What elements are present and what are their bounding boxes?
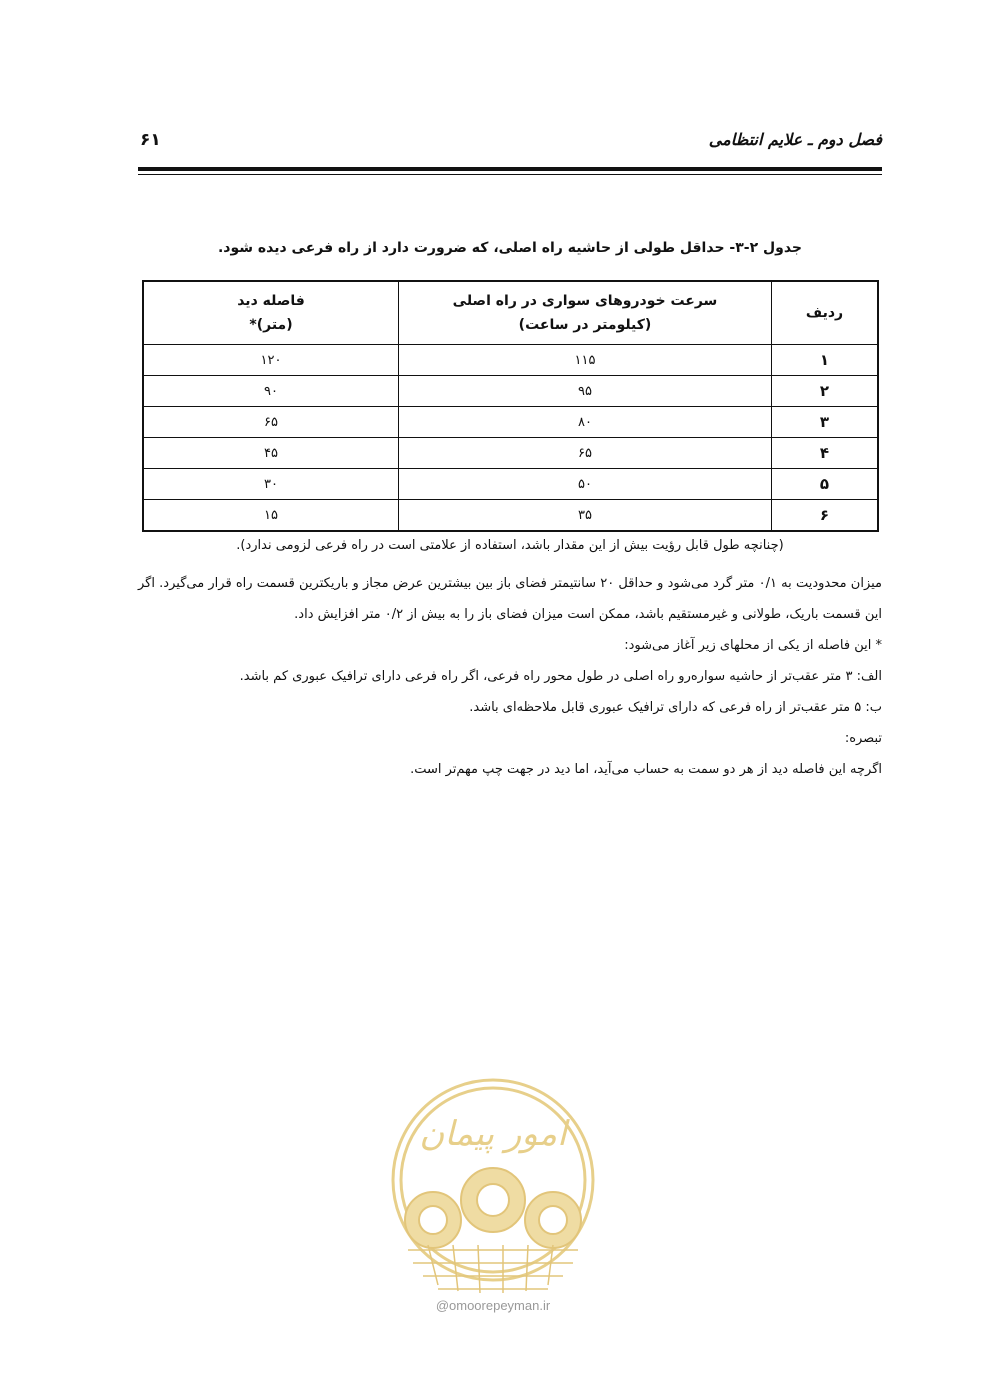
distance-cell: ۴۵ [143, 438, 399, 469]
row-number: ۱ [772, 345, 879, 376]
footnote: * این فاصله از یکی از محلهای زیر آغاز می‌شود: [624, 638, 882, 653]
table-row [143, 500, 878, 532]
table-caption: جدول ۲-۳- حداقل طولی از حاشیه راه اصلی، که ضرورت دارد از راه فرعی دیده شود. [217, 240, 803, 256]
header-rule-thin [138, 174, 882, 175]
sight-distance-table [142, 280, 879, 532]
header-distance-line2: (متر)* [249, 317, 293, 333]
row-number: ۵ [772, 469, 879, 500]
speed-cell: ۹۵ [399, 376, 772, 407]
header-row-number: ردیف [772, 281, 879, 345]
table-row [143, 376, 878, 407]
remark-label: تبصره: [844, 731, 882, 746]
row-number: ۲ [772, 376, 879, 407]
distance-cell: ۱۵ [143, 500, 399, 532]
table-header-row [143, 281, 878, 345]
speed-cell: ۳۵ [399, 500, 772, 532]
table-row [143, 469, 878, 500]
item-b: ب: ۵ متر عقب‌تر از راه فرعی که دارای ترافیک عبوری قابل ملاحظه‌ای باشد. [469, 700, 882, 715]
distance-cell: ۱۲۰ [143, 345, 399, 376]
page-header [138, 128, 882, 158]
table-row [143, 345, 878, 376]
watermark-url: @omoorepeyman.ir [435, 1298, 551, 1313]
watermark-logo-text: امور پیمان [419, 1114, 567, 1154]
speed-cell: ۵۰ [399, 469, 772, 500]
header-speed [399, 281, 772, 345]
speed-cell: ۱۱۵ [399, 345, 772, 376]
speed-cell: ۶۵ [399, 438, 772, 469]
item-a: الف: ۳ متر عقب‌تر از حاشیه سواره‌رو راه اصلی در طول محور راه فرعی، اگر راه فرعی دارای ترافیک عبوری کم باشد. [239, 669, 882, 684]
header-distance [143, 281, 399, 345]
speed-cell: ۸۰ [399, 407, 772, 438]
table-note: (چنانچه طول قابل رؤیت بیش از این مقدار باشد، استفاده از علامتی است در راه فرعی لزومی ندارد). [236, 538, 784, 553]
table-row [143, 407, 878, 438]
page-number: ۶۱ [140, 130, 161, 150]
watermark-logo [388, 1075, 598, 1335]
distance-cell: ۹۰ [143, 376, 399, 407]
body-text [138, 568, 882, 785]
distance-cell: ۶۵ [143, 407, 399, 438]
distance-cell: ۳۰ [143, 469, 399, 500]
chapter-title: فصل دوم ـ علایم انتظامی [708, 130, 882, 149]
row-number: ۴ [772, 438, 879, 469]
header-speed-line2: (کیلومتر در ساعت) [518, 317, 652, 333]
row-number: ۳ [772, 407, 879, 438]
body-paragraph: میزان محدودیت به ۰/۱ متر گرد می‌شود و حداقل ۲۰ سانتیمتر فضای باز بین بیشترین عرض مجاز و باریکترین قسمت راه قرار می‌گیرد. اگر این قسمت باریک، طولانی و غیرمستقیم باشد، ممکن است میزان فضای باز را به بیش از ۰/۲ متر افزایش داد. [138, 576, 883, 622]
table-row [143, 438, 878, 469]
header-rule-thick [138, 167, 882, 171]
remark-text: اگرچه این فاصله دید از هر دو سمت به حساب می‌آید، اما دید در جهت چپ مهم‌تر است. [410, 762, 882, 777]
row-number: ۶ [772, 500, 879, 532]
header-distance-line1: فاصله دید [237, 293, 305, 309]
header-speed-line1: سرعت خودروهای سواری در راه اصلی [452, 293, 718, 309]
